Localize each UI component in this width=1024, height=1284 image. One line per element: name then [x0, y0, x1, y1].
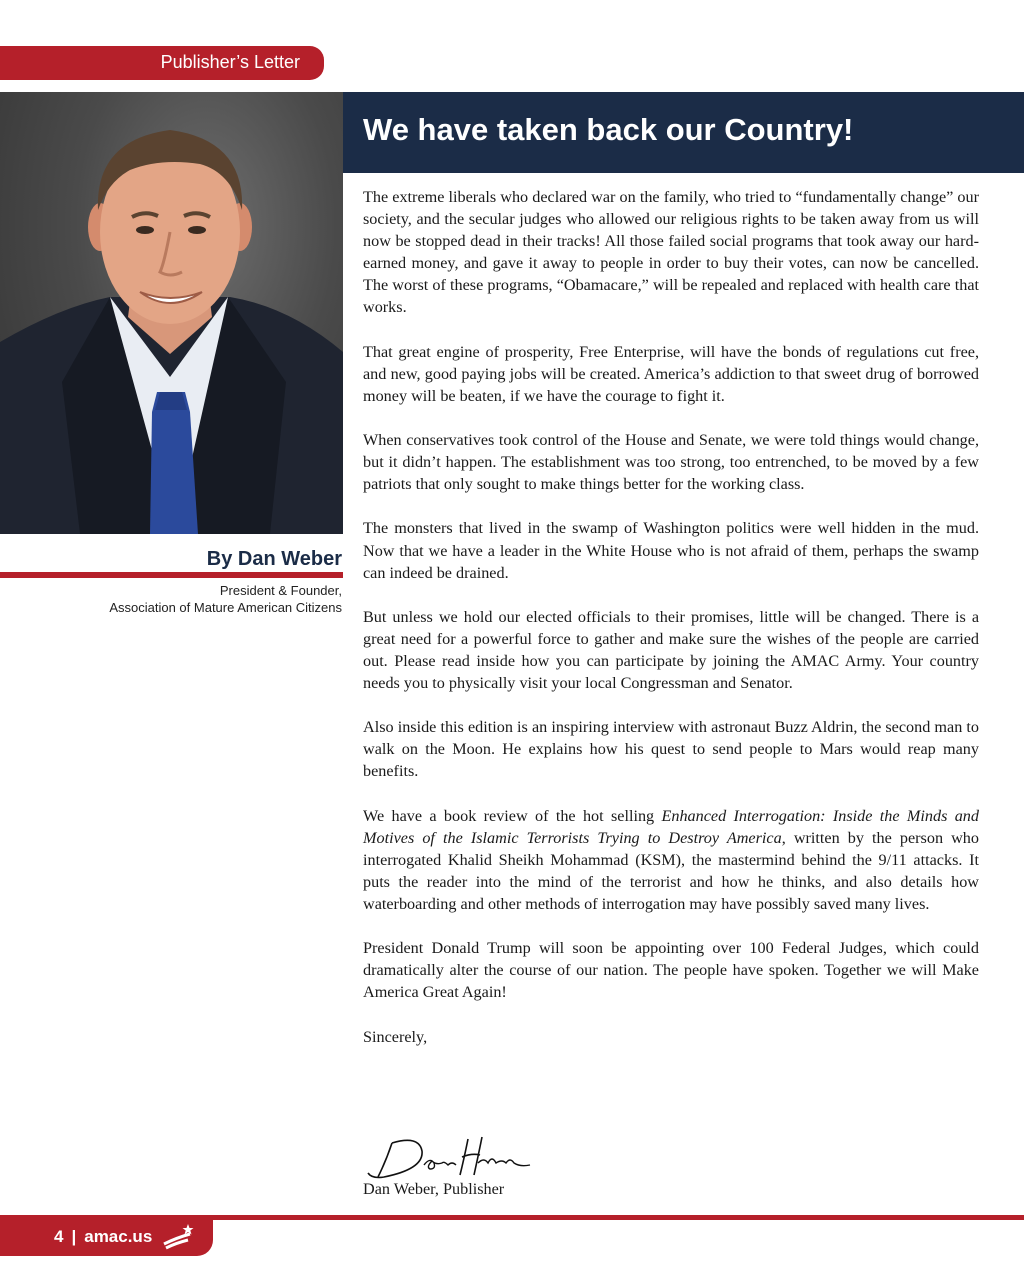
- paragraph-5: But unless we hold our elected officials to their promises, little will be changed. There is a great need for a powerful force to gather and make sure the wishes of the people are carried out. Please read inside how you can participate by joining the AMAC Army. Your country needs you to physically visit your local Congressman and Senator.: [363, 607, 979, 693]
- page-number: 4: [54, 1227, 64, 1246]
- byline-divider: [0, 572, 343, 578]
- paragraph-7-end: , written by the person who interrogated Khalid Sheikh Mohammad (KSM), the mastermind behind the 9/11 attacks. It puts the reader into the mind of the terrorist and how he thinks, and also details how waterboarding and other methods of interrogation may have possibly saved many lives.: [363, 828, 979, 913]
- book-title: Enhanced Interrogation: Inside the Minds and Motives of the Islamic Terrorists Trying to Destroy America: [363, 806, 979, 847]
- paragraph-7: [363, 805, 979, 915]
- headline-banner: [343, 92, 1024, 173]
- author-title: President & Founder,: [219, 583, 342, 598]
- paragraph-3: When conservatives took control of the House and Senate, we were told things would change, but it didn’t happen. The establishment was too strong, too entrenched, to be moved by a few patriots that only sought to make things better for the working class.: [363, 431, 979, 494]
- paragraph-7-start: We have a book review of the hot selling: [363, 806, 662, 825]
- paragraph-1: The extreme liberals who declared war on the family, who tried to “fundamentally change” our society, and the secular judges who allowed our religious rights to be taken away from us will now be stopped dead in their tracks! All those failed social programs that took away our hard-earned money, and gave it away to people in order to buy their votes, can now be cancelled. The worst of these programs, “Obamacare,” will be repealed and replaced with health care that works.: [363, 188, 979, 317]
- footer-separator: |: [71, 1227, 77, 1246]
- letter-body: [363, 186, 979, 1048]
- amac-star-logo-icon: [162, 1222, 196, 1250]
- paragraph-8: President Donald Trump will soon be appointing over 100 Federal Judges, which could dramatically alter the course of our nation. The people have spoken. Together we will Make America Great Again!: [363, 939, 979, 1002]
- footer-text: [54, 1227, 152, 1247]
- section-tab: [0, 46, 324, 80]
- footer-tab: [0, 1220, 213, 1256]
- closing: Sincerely,: [363, 1027, 428, 1046]
- headline: We have taken back our Country!: [363, 112, 854, 147]
- handwritten-signature-icon: [364, 1133, 534, 1183]
- signoff: Dan Weber, Publisher: [363, 1180, 505, 1198]
- paragraph-6: Also inside this edition is an inspiring interview with astronaut Buzz Aldrin, the second man to walk on the Moon. He explains how his quest to send people to Mars would reap many benefits.: [363, 718, 979, 781]
- byline: By Dan Weber: [206, 548, 342, 570]
- section-tab-label: Publisher’s Letter: [160, 52, 300, 72]
- author-photo: [0, 92, 343, 534]
- site-link[interactable]: amac.us: [84, 1227, 153, 1246]
- portrait-photo-icon: [0, 92, 343, 534]
- paragraph-4: The monsters that lived in the swamp of Washington politics were well hidden in the mud. Now that we have a leader in the White House who is not afraid of them, perhaps the swamp can indeed be drained.: [363, 519, 979, 582]
- author-organization: Association of Mature American Citizens: [109, 600, 342, 615]
- paragraph-2: That great engine of prosperity, Free Enterprise, will have the bonds of regulations cut free, and new, good paying jobs will be created. America’s addiction to that sweet drug of borrowed money will be beaten, if we have the courage to fight it.: [363, 342, 979, 405]
